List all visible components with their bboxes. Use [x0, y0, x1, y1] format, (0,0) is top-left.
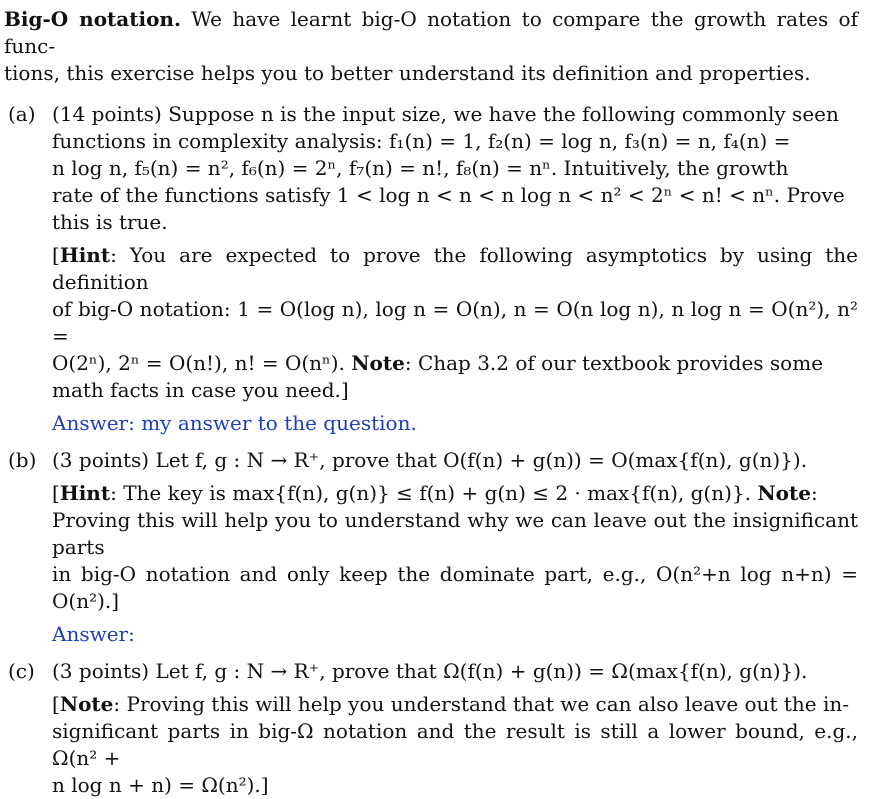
- part-b-line-3: in big-O notation and only keep the dominate part, e.g., O(n²+n log n+n) = O(n²).]: [52, 562, 858, 613]
- part-a-hint-line-2: of big-O notation: 1 = O(log n), log n = O(n), n = O(n log n), n log n = O(n²), n² =: [52, 297, 858, 348]
- part-b-hint-label: Hint: [59, 481, 111, 505]
- part-a-content: [52, 101, 858, 437]
- intro-line-2: tions, this exercise helps you to better understand its definition and properties.: [4, 61, 811, 85]
- part-a-line-4: rate of the functions satisfy 1 < log n < n < n log n < n² < 2ⁿ < n! < nⁿ. Prove: [52, 183, 845, 207]
- part-a-line-2: functions in complexity analysis: f₁(n) = 1, f₂(n) = log n, f₃(n) = n, f₄(n) =: [52, 129, 791, 153]
- part-a-hint-line-1: [Hint: You are expected to prove the following asymptotics by using the definition: [52, 243, 858, 294]
- part-b-hint-line-1: [Hint: The key is max{f(n), g(n)} ≤ f(n) + g(n) ≤ 2 · max{f(n), g(n)}. Note:: [52, 481, 818, 505]
- part-b: [4, 447, 858, 648]
- part-c-content: [52, 658, 858, 799]
- part-a-line-1: (14 points) Suppose n is the input size, we have the following commonly seen: [52, 102, 839, 126]
- part-b-note-label: Note: [757, 481, 811, 505]
- part-a-hint: [52, 242, 858, 404]
- part-c-line-3: n log n + n) = Ω(n²).]: [52, 773, 269, 797]
- part-b-content: [52, 447, 858, 648]
- part-a-line-5: this is true.: [52, 210, 168, 234]
- part-b-answer: Answer:: [52, 622, 135, 646]
- part-b-label: (b): [8, 448, 37, 472]
- part-a-hint-label: Hint: [59, 243, 111, 267]
- part-b-line-2: Proving this will help you to understand why we can leave out the insignificant parts: [52, 508, 858, 559]
- intro-paragraph: [4, 6, 858, 87]
- part-c-line-1: (3 points) Let f, g : N → R⁺, prove that Ω(f(n) + g(n)) = Ω(max{f(n), g(n)}).: [52, 659, 808, 683]
- part-a-line-3: n log n, f₅(n) = n², f₆(n) = 2ⁿ, f₇(n) = n!, f₈(n) = nⁿ. Intuitively, the growth: [52, 156, 789, 180]
- part-a-hint-line-4: math facts in case you need.]: [52, 378, 349, 402]
- part-b-line-1: (3 points) Let f, g : N → R⁺, prove that O(f(n) + g(n)) = O(max{f(n), g(n)}).: [52, 448, 808, 472]
- part-a: [4, 101, 858, 437]
- part-c-note-label: Note: [59, 692, 114, 716]
- intro-line-1: We have learnt big-O notation to compare the growth rates of func-: [4, 7, 858, 58]
- part-c: [4, 658, 858, 799]
- part-a-note-label: Note: [351, 351, 405, 375]
- part-b-hint: [52, 480, 858, 615]
- part-c-note: [52, 691, 858, 799]
- part-c-label: (c): [8, 659, 35, 683]
- part-a-label: (a): [8, 102, 36, 126]
- part-c-note-line-1: [Note: Proving this will help you understand that we can also leave out the in-: [52, 692, 849, 716]
- intro-title: Big-O notation.: [4, 7, 181, 31]
- part-a-hint-line-3: O(2ⁿ), 2ⁿ = O(n!), n! = O(nⁿ). Note: Chap 3.2 of our textbook provides some: [52, 351, 824, 375]
- part-a-answer: Answer: my answer to the question.: [52, 411, 417, 435]
- part-c-line-2: significant parts in big-Ω notation and the result is still a lower bound, e.g., Ω(n² +: [52, 719, 858, 770]
